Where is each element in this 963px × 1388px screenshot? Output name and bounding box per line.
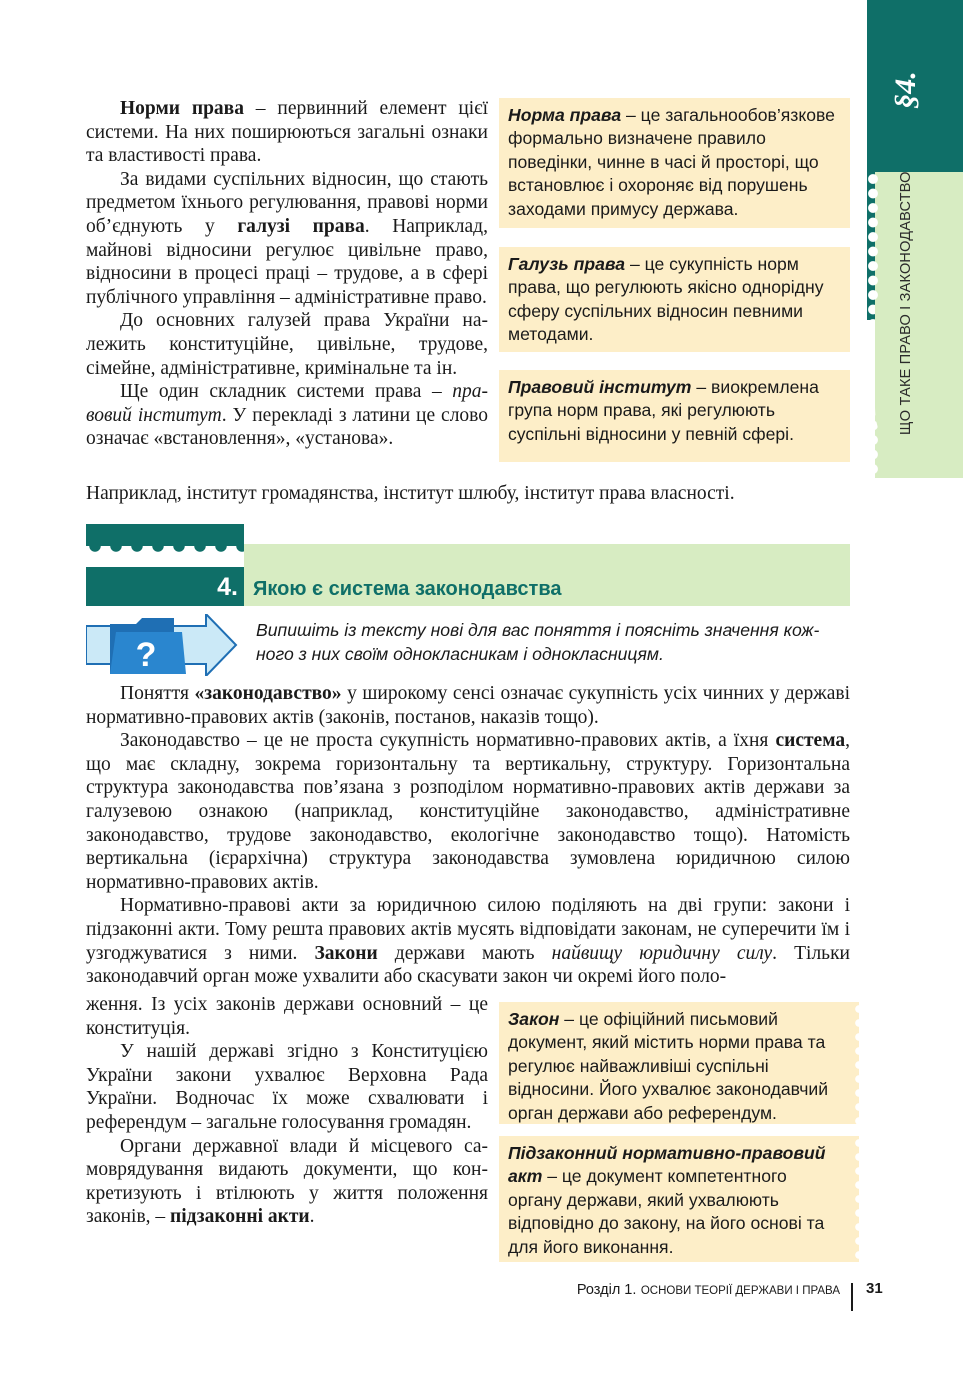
paragraph-system: Законодавство – це не проста сукупність нормативно-правових актів, а їхня система, що має складну, зокрема горизонтальну та вертикальну, структуру. Горизонтальна структура законодавства пов’язана з розподілом нормативно-правових актів держави за галузевою ознакою (наприклад, конституційне законодавство, адміністративне законодавство, трудове законодавство, екологічне законодавство тощо). Натомість вертикальна (ієрархічна) структура законодавства зумовлена юридичною силою нормативно-правових актів. bbox=[86, 730, 850, 893]
page-number: 31 bbox=[866, 1280, 883, 1297]
vertical-title: ЩО ТАКЕ ПРАВО І ЗАКОНОДАВСТВО bbox=[898, 171, 914, 435]
paragraph-norms: Норми права – первинний елемент цієї системи. На них поширюються загальні ознаки та властивості права. bbox=[86, 98, 488, 167]
paragraph-bylaws: Органи державної влади й місцевого самоврядування видають документи, що конкретизують і втілюють у життя положення законів, – підзаконні акти. bbox=[86, 1135, 488, 1228]
definition-box-norm: Норма права – це загальнообов’язкове формально визначене правило поведінки, чинне в часі й просторі, що встановлює і охороняє від порушень заходами примусу держава. bbox=[499, 98, 850, 228]
paragraph-legal-force: Нормативно-правові акти за юридичною силою поділяють на дві групи: закони і підзаконні акти. Тому решта правових актів мусять відповідати законам, не суперечити їм і узгоджуватися з ними. Закони держави мають найвищу юридичну силу. Тільки законодавчий орган може ухвалити або скасувати закон чи окремі його поло- bbox=[86, 895, 850, 988]
section-band-dots bbox=[86, 538, 244, 554]
paragraph-constitution: ження. Із усіх законів держави основний – це конституція. bbox=[86, 994, 488, 1039]
definition-box-branch: Галузь права – це сукупність норм права, що регулюють якісно однорідну сферу суспільних відносин певними методами. bbox=[499, 247, 850, 352]
definition-box-law: Закон – це офіційний письмовий документ, який містить норми права та регулює найважливіші суспільні відносини. Його ухвалює законодавчий орган держави або референдум. bbox=[499, 1002, 859, 1124]
main-text-full bbox=[86, 682, 850, 989]
definition-box-bylaw: Підзаконний нормативно-правовий акт – це документ компетентного органу держави, який ухвалюють відповідно до закону, на його основі та для його виконання. bbox=[499, 1136, 859, 1262]
section-mark: §4. bbox=[889, 71, 922, 109]
folder-question-icon bbox=[86, 614, 238, 676]
paragraph-institute-last-line: Наприклад, інститут громадянства, інститут шлюбу, інститут права власності. bbox=[86, 483, 735, 504]
paragraph-branches: За видами суспільних відносин, що стають предметом їхнього регулювання, правові норми об’єднують у галузі права. Наприклад, майнові відносини регулює цивільне право, відносини в процесі праці – трудове, а в сфері публічного управління – адміністративне право. bbox=[86, 168, 488, 308]
paragraph-parliament: У нашій державі згідно з Конституцією України закони ухвалює Верховна Рада України. Водночас їх може схвалювати і референдум – загальне голосування громадян. bbox=[86, 1041, 488, 1133]
task-text: Випишіть із тексту нові для вас поняття і поясніть значення кожного з них своїм однокласникам і однокласницям. bbox=[256, 620, 820, 664]
top-text-column bbox=[86, 97, 488, 451]
paragraph-main-branches: До основних галузей права України належить конституційне, цивільне, трудове, сімейне, адміністративне, кримінальне та ін. bbox=[86, 310, 488, 379]
paragraph-institute: Ще один складник системи права – правовий інститут. У перекладі з латини це слово означає «встановлення», «установа». bbox=[86, 381, 488, 450]
section-title: Якою є система законодавства bbox=[253, 578, 562, 600]
footer-chapter: Розділ 1. ОСНОВИ ТЕОРІЇ ДЕРЖАВИ І ПРАВА bbox=[576, 1282, 840, 1298]
section-number: 4. bbox=[217, 573, 238, 601]
main-text-column bbox=[86, 993, 488, 1229]
svg-text:?: ? bbox=[135, 636, 157, 674]
definition-box-institute: Правовий інститут – виокремлена група норм права, які регулюють суспільні відносини у певній сфері. bbox=[499, 370, 850, 462]
box-edge-dots bbox=[850, 1002, 859, 1124]
box-edge-dots bbox=[850, 1136, 859, 1262]
paragraph-legislation: Поняття «законодавство» у широкому сенсі означає сукупність усіх чинних у державі нормативно-правових актів (законів, постанов, наказів тощо). bbox=[86, 683, 850, 728]
footer-divider bbox=[851, 1283, 853, 1311]
